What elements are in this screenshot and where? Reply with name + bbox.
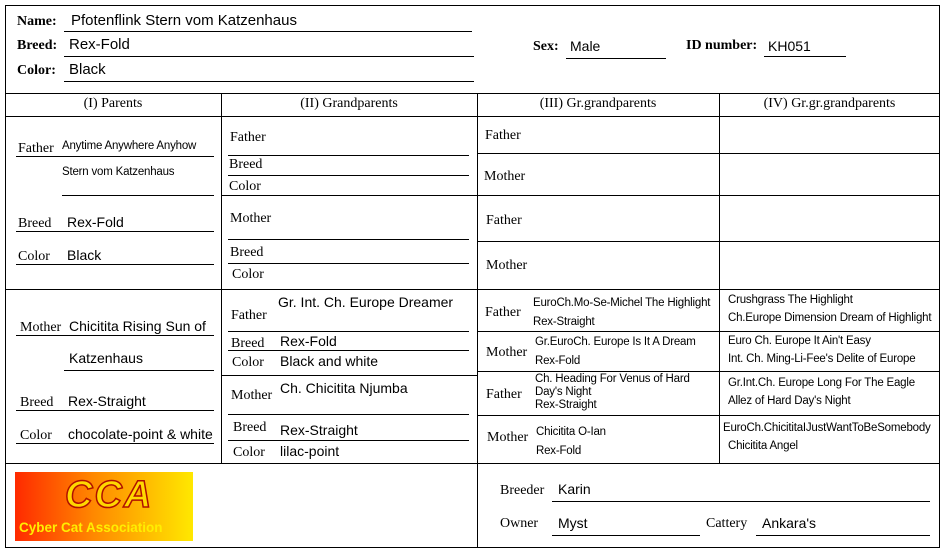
mm-name: Ch. Chicitita Njumba	[280, 380, 408, 396]
fm-color-label: Color	[232, 267, 264, 282]
g3-mff-label: Father	[485, 305, 521, 320]
mf-name: Gr. Int. Ch. Europe Dreamer	[278, 294, 454, 310]
row-line	[477, 371, 940, 372]
name-value: Pfotenflink Stern vom Katzenhaus	[71, 12, 297, 29]
mother-name-line2: Katzenhaus	[69, 350, 143, 366]
mm-mother-label: Mother	[231, 388, 273, 403]
father-breed-underline	[16, 231, 214, 232]
breeder-label: Breeder	[500, 483, 545, 498]
mm-color: lilac-point	[280, 443, 340, 459]
mother-color-value: chocolate-point & white	[68, 426, 213, 442]
cca-logo-text: CCA	[65, 474, 154, 516]
mother-color-label: Color	[20, 428, 52, 443]
mf-underline	[228, 331, 469, 332]
father-name-line1: Anytime Anywhere Anyhow	[62, 140, 197, 152]
col-header-grandparents: (II) Grandparents	[300, 96, 398, 111]
g3-mmf-breed: Rex-Straight	[535, 399, 597, 411]
g3-mff-breed: Rex-Straight	[533, 316, 595, 328]
father-name-underline	[16, 156, 214, 157]
color-value: Black	[69, 61, 106, 78]
id-value: KH051	[768, 38, 811, 54]
sex-underline	[566, 58, 666, 59]
g4-mff-line2: Ch.Europe Dimension Dream of Highlight	[728, 312, 932, 324]
id-label: ID number:	[686, 38, 758, 53]
ff-breed-label: Breed	[229, 157, 263, 172]
g3-mmm-label: Mother	[487, 430, 529, 445]
mm-breed-label: Breed	[233, 420, 267, 435]
mf-breed-underline	[228, 350, 469, 351]
row-line	[221, 195, 477, 196]
mother-name2-underline	[64, 370, 214, 371]
g3-ffm-label: Mother	[484, 169, 526, 184]
father-color-label: Color	[18, 249, 50, 264]
sex-label: Sex:	[533, 39, 559, 54]
cca-logo-name: Cyber Cat Association	[19, 520, 163, 535]
mf-breed: Rex-Fold	[280, 333, 337, 349]
mf-father-label: Father	[231, 308, 267, 323]
g3-mfm-breed: Rex-Fold	[535, 355, 581, 367]
row-line	[477, 195, 940, 196]
g3-mfm-name: Gr.EuroCh. Europe Is It A Dream	[535, 336, 696, 348]
breed-label: Breed:	[17, 38, 58, 53]
mm-color-label: Color	[233, 445, 265, 460]
document-frame	[5, 5, 940, 548]
g4-mmf-line1: Gr.Int.Ch. Europe Long For The Eagle	[728, 377, 915, 389]
half-divider-line	[5, 289, 940, 290]
g4-mfm-line1: Euro Ch. Europe It Ain't Easy	[728, 335, 871, 347]
sex-value: Male	[570, 38, 601, 54]
g3-mmf-name2: Day's Night	[535, 386, 592, 398]
cattery-value: Ankara's	[762, 515, 817, 531]
ff-underline	[228, 155, 469, 156]
fm-underline	[228, 239, 469, 240]
g3-mmm-breed: Rex-Fold	[536, 445, 582, 457]
mother-breed-underline	[16, 410, 214, 411]
g3-fmf-label: Father	[486, 213, 522, 228]
mm-breed: Rex-Straight	[280, 422, 358, 438]
cattery-label: Cattery	[706, 516, 748, 531]
father-color-underline	[16, 264, 214, 265]
father-breed-value: Rex-Fold	[67, 214, 124, 230]
row-line	[477, 415, 940, 416]
father-name-line2: Stern vom Katzenhaus	[62, 166, 175, 178]
g3-mmf-label: Father	[486, 387, 522, 402]
mother-color-underline	[16, 443, 214, 444]
g3-fff-label: Father	[485, 128, 521, 143]
id-underline	[764, 56, 846, 57]
father-name2-underline	[62, 195, 214, 196]
g3-fmm-label: Mother	[486, 258, 528, 273]
breed-underline	[64, 56, 474, 57]
owner-value: Myst	[558, 515, 588, 531]
g4-mff-line1: Crushgrass The Highlight	[728, 294, 853, 306]
fm-breed-label: Breed	[230, 245, 264, 260]
col-divider-1	[221, 93, 222, 463]
cattery-underline	[756, 535, 930, 536]
owner-label: Owner	[500, 516, 539, 531]
father-label: Father	[18, 141, 54, 156]
father-color-value: Black	[67, 247, 102, 263]
fm-mother-label: Mother	[230, 211, 272, 226]
g3-mmm-name: Chicitita O-Ian	[536, 426, 606, 438]
owner-underline	[552, 535, 700, 536]
col-header-gr-gr-grandparents: (IV) Gr.gr.grandparents	[763, 96, 896, 111]
name-underline	[64, 31, 472, 32]
mm-breed-underline	[228, 440, 469, 441]
g4-mfm-line2: Int. Ch. Ming-Li-Fee's Delite of Europe	[728, 353, 916, 365]
ff-breed-underline	[228, 175, 469, 176]
breeder-value: Karin	[558, 481, 591, 497]
mother-name-line1: Chicitita Rising Sun of	[69, 318, 206, 334]
ff-color-label: Color	[229, 179, 261, 194]
mf-breed-label: Breed	[231, 336, 265, 351]
breed-value: Rex-Fold	[69, 36, 130, 53]
color-underline	[64, 81, 474, 82]
col-divider-2	[477, 93, 478, 548]
header-bottom-line	[5, 93, 940, 94]
fm-breed-underline	[228, 263, 469, 264]
name-label: Name:	[17, 14, 57, 29]
father-breed-label: Breed	[18, 216, 52, 231]
col-header-gr-grandparents: (III) Gr.grandparents	[539, 96, 657, 111]
mother-name-underline	[16, 335, 214, 336]
col-header-parents: (I) Parents	[83, 96, 143, 111]
cca-logo	[15, 472, 193, 541]
mother-breed-value: Rex-Straight	[68, 393, 146, 409]
row-line	[221, 375, 477, 376]
mf-color-label: Color	[232, 355, 264, 370]
g3-mfm-label: Mother	[486, 345, 528, 360]
col-divider-3	[719, 93, 720, 463]
breeder-underline	[552, 501, 930, 502]
color-label: Color:	[17, 63, 56, 78]
row-line	[477, 153, 940, 154]
row-line	[477, 331, 940, 332]
column-header-line	[5, 116, 940, 117]
mother-label: Mother	[20, 320, 62, 335]
ff-father-label: Father	[230, 130, 266, 145]
mother-breed-label: Breed	[20, 395, 54, 410]
g3-mmf-name1: Ch. Heading For Venus of Hard	[535, 373, 690, 385]
mf-color: Black and white	[280, 353, 379, 369]
row-line	[477, 241, 940, 242]
g4-mmm-line1: EuroCh.ChicititaIJustWantToBeSomebody	[723, 422, 931, 434]
g4-mmm-line2: Chicitita Angel	[728, 440, 798, 452]
g3-mff-name: EuroCh.Mo-Se-Michel The Highlight	[533, 297, 711, 309]
footer-top-line	[5, 463, 940, 464]
mm-underline	[228, 414, 469, 415]
g4-mmf-line2: Allez of Hard Day's Night	[728, 395, 851, 407]
